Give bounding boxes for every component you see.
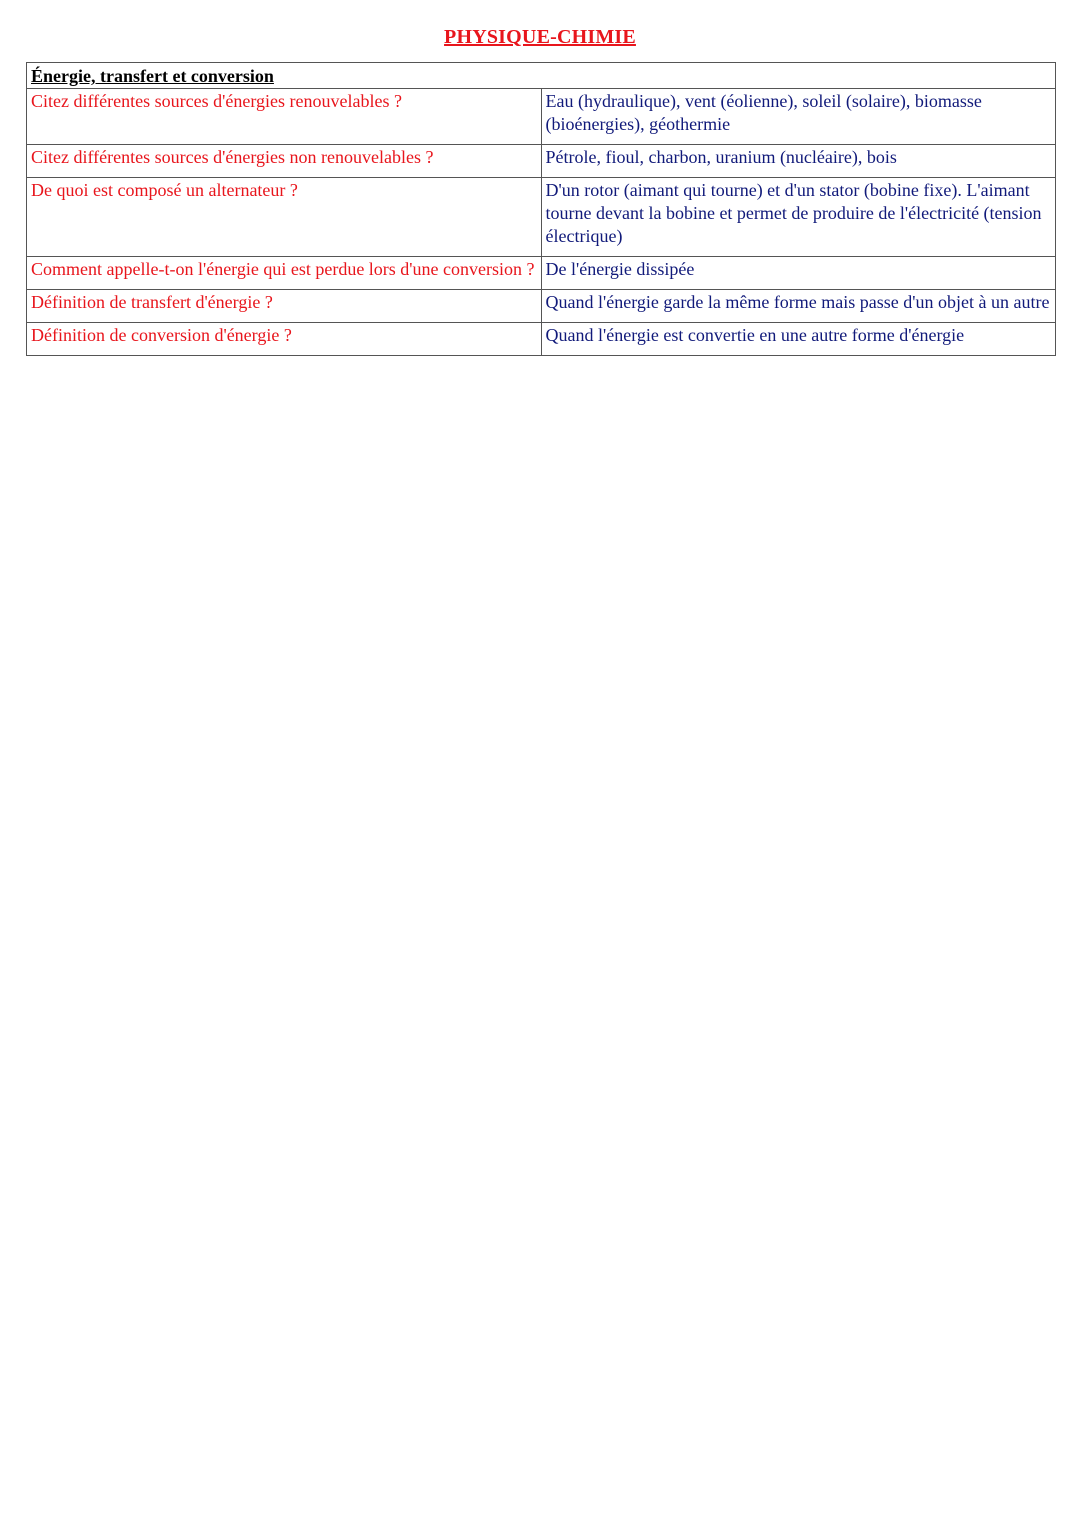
answer-cell: Quand l'énergie est convertie en une autre forme d'énergie — [541, 323, 1056, 356]
qa-table — [26, 62, 1056, 356]
table-row — [27, 323, 1056, 356]
question-cell: Citez différentes sources d'énergies non renouvelables ? — [27, 145, 542, 178]
answer-cell: Eau (hydraulique), vent (éolienne), soleil (solaire), biomasse (bioénergies), géothermie — [541, 89, 1056, 145]
section-title: Énergie, transfert et conversion — [27, 63, 1056, 89]
answer-cell: De l'énergie dissipée — [541, 257, 1056, 290]
section-header-row — [27, 63, 1056, 89]
answer-cell: D'un rotor (aimant qui tourne) et d'un stator (bobine fixe). L'aimant tourne devant la bobine et permet de produire de l'électricité (tension électrique) — [541, 178, 1056, 257]
question-cell: Citez différentes sources d'énergies renouvelables ? — [27, 89, 542, 145]
table-row — [27, 178, 1056, 257]
question-cell: De quoi est composé un alternateur ? — [27, 178, 542, 257]
page-title: PHYSIQUE-CHIMIE — [444, 26, 636, 48]
answer-cell: Quand l'énergie garde la même forme mais passe d'un objet à un autre — [541, 290, 1056, 323]
table-row — [27, 290, 1056, 323]
question-cell: Définition de conversion d'énergie ? — [27, 323, 542, 356]
question-cell: Comment appelle-t-on l'énergie qui est perdue lors d'une conversion ? — [27, 257, 542, 290]
answer-cell: Pétrole, fioul, charbon, uranium (nucléaire), bois — [541, 145, 1056, 178]
table-row — [27, 257, 1056, 290]
question-cell: Définition de transfert d'énergie ? — [27, 290, 542, 323]
table-row — [27, 89, 1056, 145]
table-row — [27, 145, 1056, 178]
